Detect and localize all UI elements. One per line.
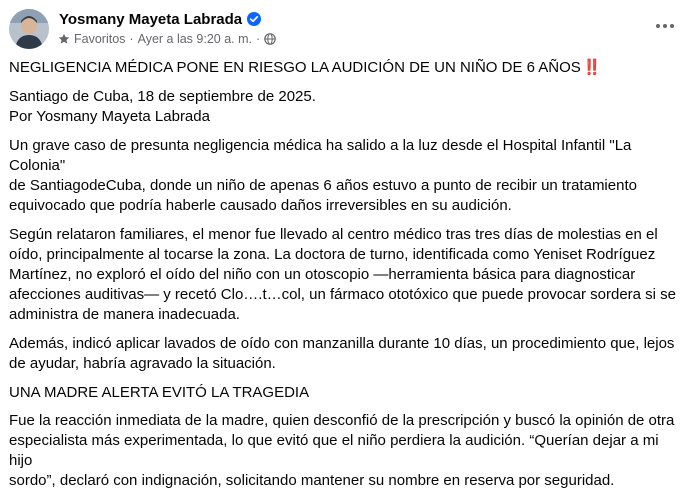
post-paragraph-3	[9, 334, 685, 374]
paragraph-line: Martínez, no exploró el oído del niño con un otoscopio —herramienta básica para diagnosticar	[9, 266, 636, 283]
paragraph-line: administra de manera inadecuada.	[9, 306, 240, 323]
post-title	[9, 58, 685, 78]
meta-separator-2: ·	[256, 32, 261, 46]
post-paragraph-4	[9, 411, 685, 491]
post-paragraph-2	[9, 225, 685, 325]
post-paragraph-1	[9, 136, 685, 216]
post-byline: Por Yosmany Mayeta Labrada	[9, 108, 210, 125]
post-subheading: UNA MADRE ALERTA EVITÓ LA TRAGEDIA	[9, 384, 310, 401]
paragraph-line: afecciones auditivas— y recetó Clo….t…col, un fármaco ototóxico que puede provocar sordera si se	[9, 286, 677, 303]
audience-label[interactable]: Favoritos	[74, 32, 126, 46]
author-name[interactable]: Yosmany Mayeta Labrada	[59, 10, 243, 28]
post-intro	[9, 87, 685, 127]
more-options-icon	[655, 16, 675, 34]
double-exclamation-icon: ‼️	[582, 59, 600, 76]
verified-badge-icon	[247, 12, 261, 26]
post-title-text: NEGLIGENCIA MÉDICA PONE EN RIESGO LA AUDICIÓN DE UN NIÑO DE 6 AÑOS	[9, 59, 581, 76]
avatar[interactable]	[9, 9, 49, 49]
post-dateline: Santiago de Cuba, 18 de septiembre de 2025.	[9, 88, 316, 105]
author-row	[59, 9, 261, 29]
post-timestamp[interactable]: Ayer a las 9:20 a. m.	[137, 32, 252, 46]
post-meta	[58, 31, 276, 47]
avatar-image	[9, 9, 49, 49]
paragraph-line: sordo”, declaró con indignación, solicitando mantener su nombre en reserva por seguridad.	[9, 472, 615, 489]
post-header	[0, 0, 690, 52]
paragraph-line: de ayudar, habría agravado la situación.	[9, 355, 276, 372]
paragraph-line: equivocado que podría haberle causado daños irreversibles en su audición.	[9, 197, 512, 214]
paragraph-line: Fue la reacción inmediata de la madre, quien desconfió de la prescripción y buscó la opinión de otra	[9, 412, 675, 429]
meta-separator: ·	[129, 32, 134, 46]
paragraph-line: oído, principalmente al tocarse la zona. La doctora de turno, identificada como Yeniset Rodríguez	[9, 246, 656, 263]
paragraph-line: Además, indicó aplicar lavados de oído con manzanilla durante 10 días, un procedimiento que, lejos	[9, 335, 675, 352]
star-icon	[58, 33, 70, 45]
paragraph-line: Según relataron familiares, el menor fue llevado al centro médico tras tres días de molestias en el	[9, 226, 658, 243]
paragraph-line: especialista más experimentada, lo que evitó que el niño perdiera la audición. “Querían dejar a mi hijo	[9, 432, 659, 469]
post-body	[9, 58, 685, 500]
paragraph-line: de SantiagodeCuba, donde un niño de apenas 6 años estuvo a punto de recibir un tratamiento	[9, 177, 637, 194]
paragraph-line: Un grave caso de presunta negligencia médica ha salido a la luz desde el Hospital Infantil "La Colonia"	[9, 137, 632, 174]
more-options-button[interactable]	[650, 10, 680, 40]
globe-icon[interactable]	[264, 33, 276, 45]
